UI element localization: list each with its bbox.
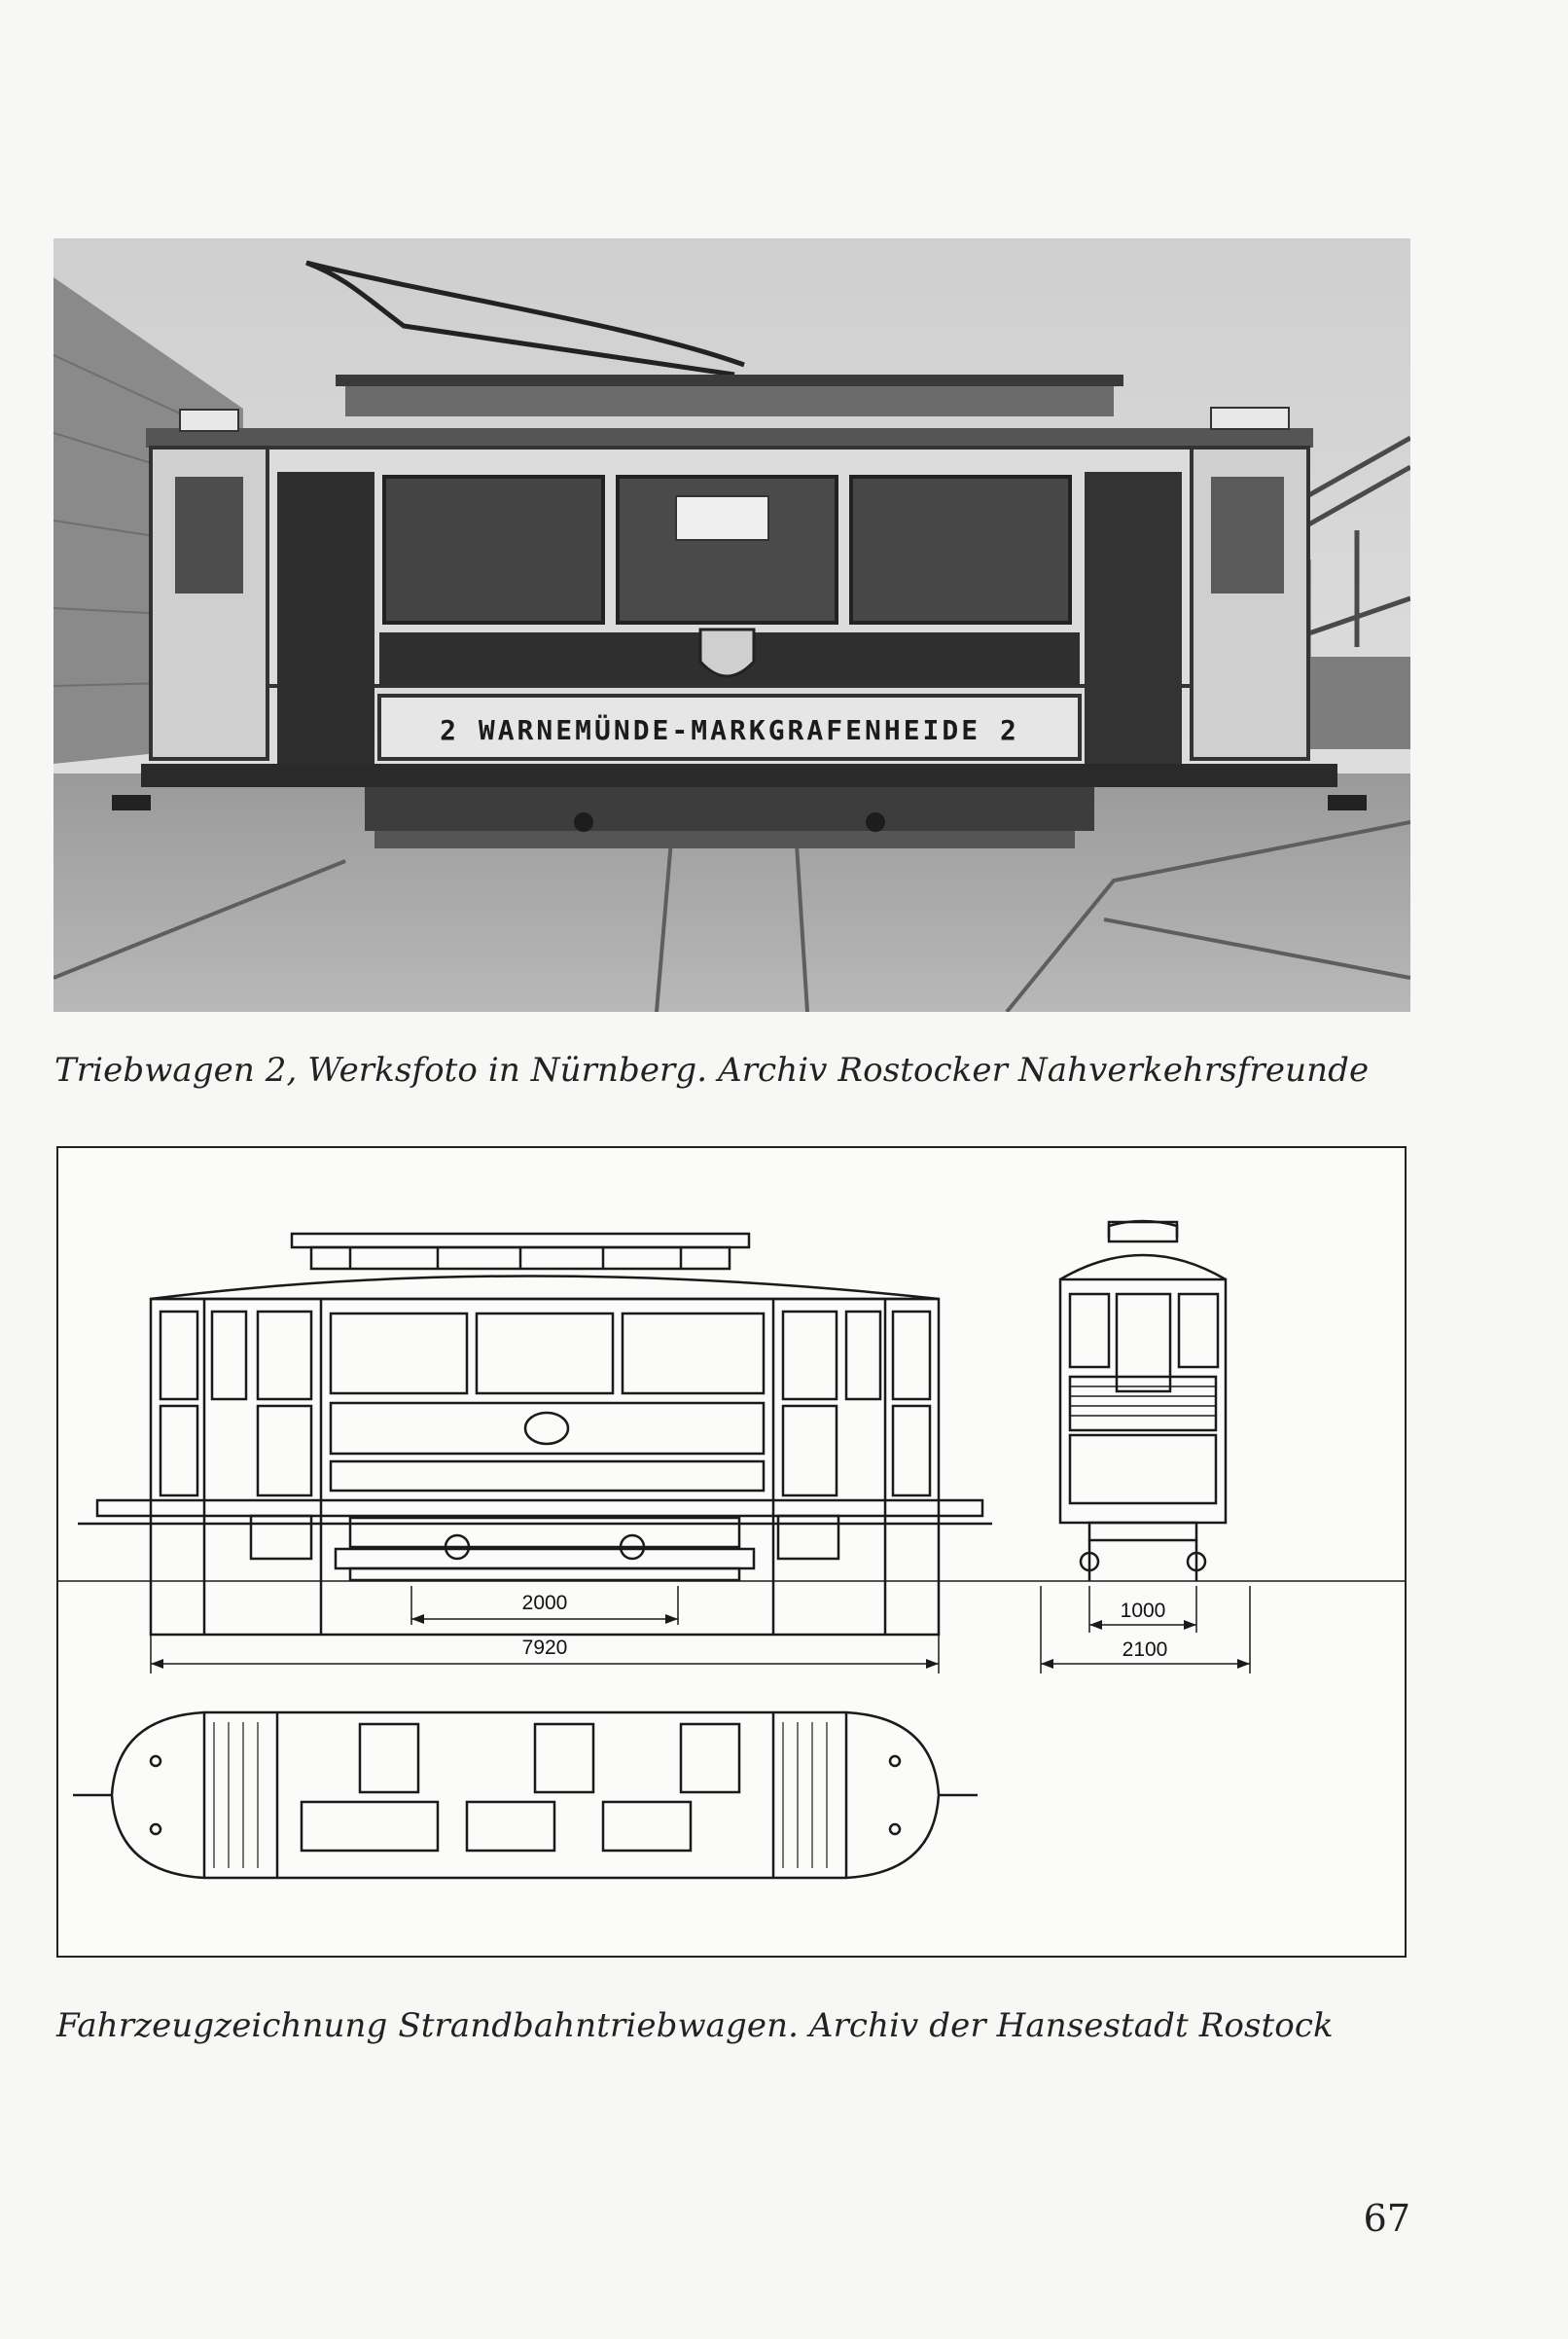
side-sign-text: 2 WARNEMÜNDE-MARKGRAFENHEIDE 2 — [440, 714, 1019, 746]
photo-caption: Triebwagen 2, Werksfoto in Nürnberg. Archiv Rostocker Nahverkehrsfreunde — [54, 1051, 1370, 1090]
drawing-caption: Fahrzeugzeichnung Strandbahntriebwagen. Archiv der Hansestadt Rostock — [56, 2006, 1334, 2045]
technical-drawing — [56, 1146, 1407, 1958]
dimension-wheelbase: 2000 — [521, 1592, 568, 1614]
dimension-gauge: 1000 — [1120, 1600, 1166, 1622]
tram-photo — [53, 238, 1410, 1012]
dimension-length: 7920 — [521, 1637, 568, 1659]
dimension-width: 2100 — [1122, 1638, 1168, 1661]
page-number: 67 — [1363, 2197, 1410, 2240]
